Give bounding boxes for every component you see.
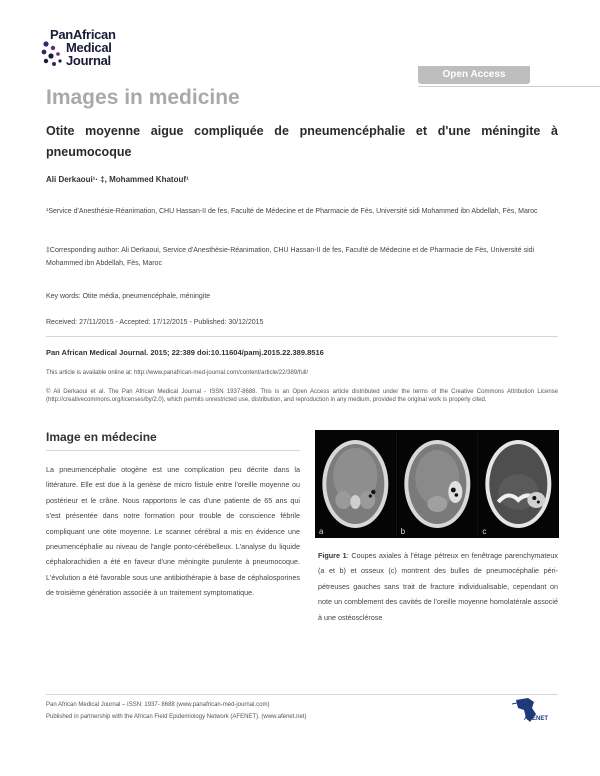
logo-text-line3: Journal xyxy=(66,53,111,68)
ct-figure xyxy=(315,430,559,538)
figure-caption-text: : Coupes axiales à l'étage pétreux en fenêtrage parenchymateux (a et b) et osseux (c) montrent des bulles de pneumocéphalie péri-pétreuses gauches sans trait de fracture individualisable, cependant on note un comblement des cavités de l'oreille moyenne homolatérale associé à une ostéosclérose xyxy=(318,551,558,622)
figure-caption xyxy=(318,548,558,625)
corresponding-author: ‡Corresponding author: Ali Derkaoui, Service d'Anesthésie-Réanimation, CHU Hassan-II de fes, Faculté de Médecine et de Pharmacie de Fès, Université sidi Mohammed ibn Abdellah, Fès, Maroc xyxy=(46,247,535,267)
journal-logo xyxy=(38,24,158,74)
keywords: Key words: Otite média, pneumencéphale, méningite xyxy=(46,293,211,300)
ct-panel-b xyxy=(397,430,478,538)
header-divider xyxy=(418,86,600,87)
image-section-heading: Image en médecine xyxy=(46,430,157,444)
author-list: Ali Derkaoui¹· ‡, Mohammed Khatouf¹ xyxy=(46,175,189,184)
footer-divider xyxy=(46,694,558,695)
logo-text-line1: PanAfrican xyxy=(50,27,116,42)
section-title: Images in medicine xyxy=(46,86,240,109)
footer-issn: Pan African Medical Journal – ISSN: 1937- 8688 (www.panafrican-med-journal.com) xyxy=(46,702,270,708)
image-section-body: La pneumencéphalie otogène est une complication peu décrite dans la littérature. Elle est due à la genèse de micro fistule entre l'oreille moyenne ou postérieur et le crâne. Nous rapportons le cas d'une patiente de 65 ans qui s'est présentée dans notre formation pour trouble de conscience fébrile compliquant une otite moyenne. Le scanner cérébral a mis en évidence une pneumencéphalie au niveau de l'angle ponto-cérébelleux. L'analyse du liquide céphalorachidien a été en faveur d'une méningite purulente à pneumocoque. L'évolution a été favorable sous une antibiothérapie à base de céphalosporines de troisième génération associée à un traitement symptomatique. xyxy=(46,465,300,598)
affiliation-1: ¹Service d'Anesthésie-Réanimation, CHU Hassan-II de fes, Faculté de Médecine et de Pharmacie de Fès, Université sidi Mohammed ibn Abdellah, Fès, Maroc xyxy=(46,208,538,215)
article-title: Otite moyenne aigue compliquée de pneumencéphalie et d'une méningite à pneumocoque xyxy=(46,124,558,159)
figure-label-b: b xyxy=(400,527,406,536)
afenet-text: AFENET xyxy=(524,716,548,722)
figure-caption-label: Figure 1 xyxy=(318,551,347,560)
afenet-logo xyxy=(510,696,556,726)
ct-panel-a xyxy=(315,430,396,538)
figure-label-a: a xyxy=(319,527,324,536)
logo-text-line2: Medical xyxy=(66,40,112,55)
ct-scan-b-image xyxy=(397,430,478,538)
availability-link[interactable]: This article is available online at: http://www.panafrican-med-journal.com/content/article/22/389/full/ xyxy=(46,370,309,376)
citation: Pan African Medical Journal. 2015; 22:389 doi:10.11604/pamj.2015.22.389.8516 xyxy=(46,348,324,357)
ct-scan-c-image xyxy=(478,430,559,538)
footer-partnership: Published in partnership with the African Field Epidemiology Network (AFENET). (www.afenet.net) xyxy=(46,714,307,720)
publication-dates: Received: 27/11/2015 - Accepted: 17/12/2015 - Published: 30/12/2015 xyxy=(46,319,264,326)
image-section-divider xyxy=(46,450,300,451)
copyright-notice: © Ali Derkaoui et al. The Pan African Medical Journal - ISSN 1937-8688. This is an Open Access article distributed under the terms of the Creative Commons Attribution License (http://creativecommons.org/licenses/by/2.0), which permits unrestricted use, distribution, and reproduction in any medium, provided the original work is properly cited. xyxy=(46,389,558,403)
figure-label-c: c xyxy=(482,527,487,536)
metadata-divider xyxy=(46,336,558,337)
open-access-tab: Open Access xyxy=(418,66,530,84)
ct-panel-c xyxy=(478,430,559,538)
ct-scan-a-image xyxy=(315,430,396,538)
logo-dots-icon xyxy=(38,40,64,70)
